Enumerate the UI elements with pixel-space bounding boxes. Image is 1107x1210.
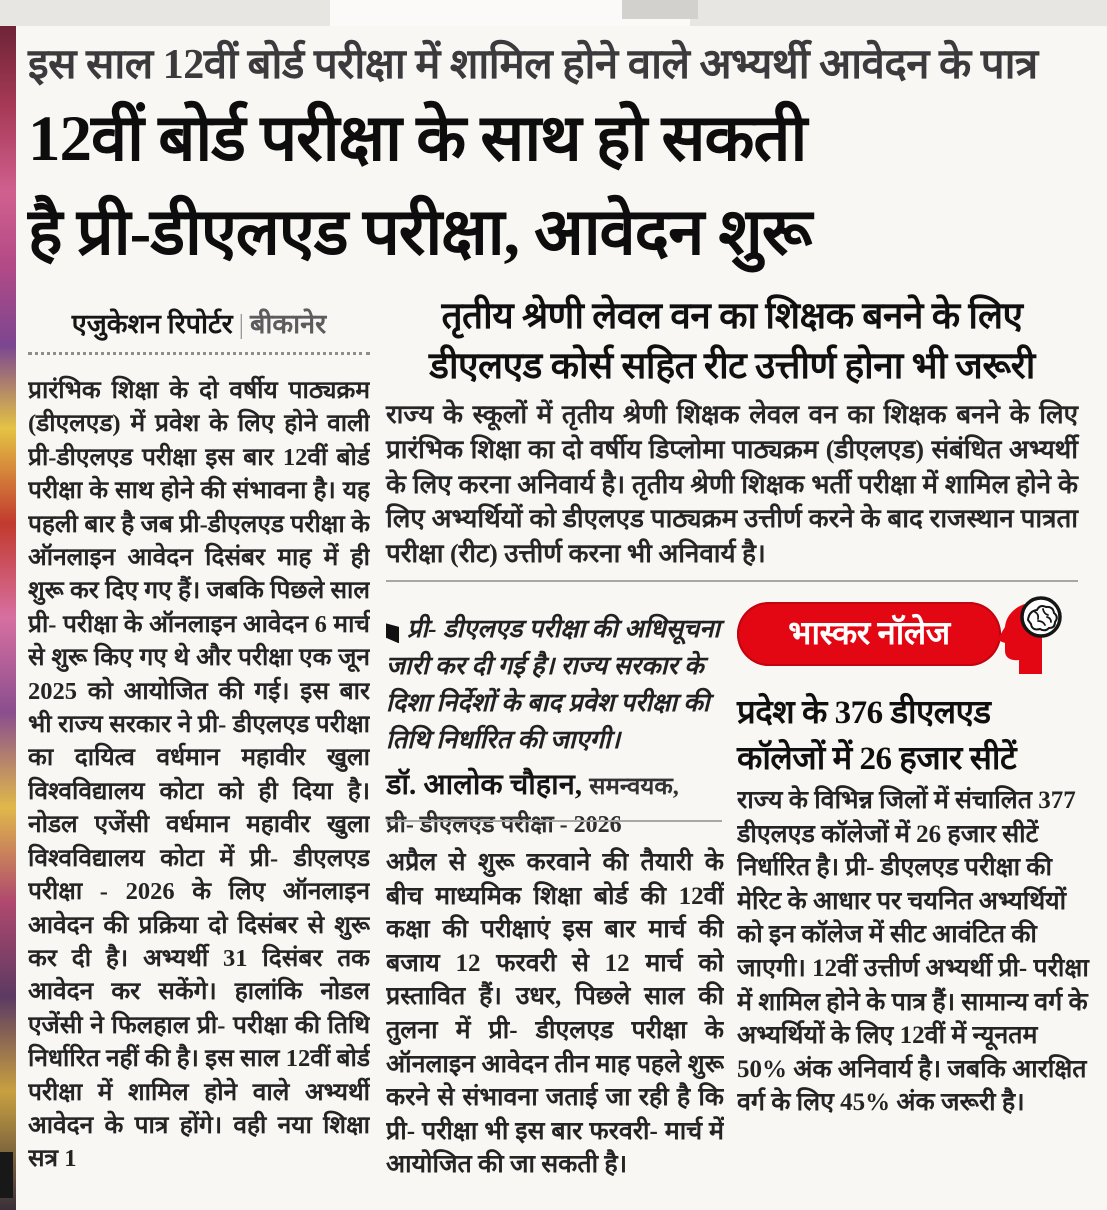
kicker-headline: इस साल 12वीं बोर्ड परीक्षा में शामिल होने वाले अभ्यर्थी आवेदन के पात्र — [28, 42, 1038, 88]
horizontal-rule-wide — [386, 580, 1078, 582]
knowledge-box-body: राज्य के विभिन्न जिलों में संचालित 377 डीएलएड कॉलेजों में 26 हजार सीटें निर्धारित है। प्री- डीएलएड परीक्षा की मेरिट के आधार पर चयनित अभ्यर्थियों को इन कॉलेज में सीट आवंटित की जाएगी। 12वीं उत्तीर्ण अभ्यर्थी प्री- परीक्षा में शामिल होने के पात्र हैं। सामान्य वर्ग के अभ्यर्थियों के लिए 12वीं में न्यूनतम 50% अंक अनिवार्य है। जबकि आरक्षित वर्ग के लिए 45% अंक जरूरी है। — [737, 787, 1089, 1117]
horizontal-rule-middle — [386, 820, 722, 822]
pull-quote-org: प्री- डीएलएड परीक्षा - 2026 — [386, 812, 622, 838]
knowledge-box-heading-line1: प्रदेश के 376 डीएलएड — [737, 695, 991, 731]
section-intro-paragraph: राज्य के स्कूलों में तृतीय श्रेणी शिक्षक लेवल वन का शिक्षक बनने के लिए प्रारंभिक शिक्षा का दो वर्षीय डिप्लोमा पाठ्यक्रम (डीएलएड) संबंधित अभ्यर्थी के लिए करना अनिवार्य है। तृतीय श्रेणी शिक्षक भर्ती परीक्षा में शामिल होने के लिए अभ्यर्थियों को डीएलएड पाठ्यक्रम उत्तीर्ण करने के बाद राजस्थान पात्रता परीक्षा (रीट) उत्तीर्ण करना भी अनिवार्य है। — [386, 400, 1078, 569]
section-subheadline — [386, 292, 1078, 392]
main-headline-line2: है प्री-डीएलएड परीक्षा, आवेदन शुरू — [28, 197, 812, 269]
knowledge-box-heading — [737, 690, 1089, 782]
main-headline-line1: 12वीं बोर्ड परीक्षा के साथ हो सकती — [28, 103, 807, 175]
pull-quote — [386, 610, 722, 840]
byline-separator: | — [238, 309, 245, 339]
section-subheadline-line1: तृतीय श्रेणी लेवल वन का शिक्षक बनने के लिए — [441, 296, 1023, 337]
bhaskar-knowledge-badge: भास्कर नॉलेज — [737, 602, 1001, 666]
main-headline — [28, 92, 1103, 280]
byline-location: बीकानेर — [250, 309, 327, 339]
left-black-fragment — [0, 1152, 13, 1198]
quote-mark-icon — [386, 623, 399, 643]
knowledge-box-heading-line2: कॉलेजों में 26 हजार सीटें — [737, 741, 1017, 777]
article-column-1: प्रारंभिक शिक्षा के दो वर्षीय पाठ्यक्रम (डीएलएड) में प्रवेश के लिए होने वाली प्री-डीएलएड परीक्षा इस बार 12वीं बोर्ड परीक्षा के साथ होने की संभावना है। यह पहली बार है जब प्री-डीएलएड परीक्षा के ऑनलाइन आवेदन दिसंबर माह में ही शुरू कर दिए गए हैं। जबकि पिछले साल प्री- परीक्षा के ऑनलाइन आवेदन 6 मार्च से शुरू किए गए थे और परीक्षा एक जून 2025 को आयोजित की गई। इस बार भी राज्य सरकार ने प्री- डीएलएड परीक्षा का दायित्व वर्धमान महावीर खुला विश्वविद्यालय कोटा को ही दिया है। नोडल एजेंसी वर्धमान महावीर खुला विश्वविद्यालय कोटा में प्री- डीएलएड परीक्षा - 2026 के लिए ऑनलाइन आवेदन की प्रक्रिया दो दिसंबर से शुरू कर दी है। अभ्यर्थी 31 दिसंबर तक आवेदन कर सकेंगे। हालांकि नोडल एजेंसी ने फिलहाल प्री- परीक्षा की तिथि निर्धारित नहीं की है। इस साल 12वीं बोर्ड परीक्षा में शामिल होने वाले अभ्यर्थी आवेदन के पात्र होंगे। वही नया शिक्षा सत्र 1 — [28, 377, 370, 1173]
pull-quote-text: प्री- डीएलएड परीक्षा की अधिसूचना जारी कर दी गई है। राज्य सरकार के दिशा निर्देशों के बाद प्रवेश परीक्षा की तिथि निर्धारित की जाएगी। — [386, 614, 721, 754]
pull-quote-attribution — [386, 764, 722, 803]
byline-dotted-rule — [28, 352, 370, 355]
article-column-2: अप्रैल से शुरू करवाने की तैयारी के बीच माध्यमिक शिक्षा बोर्ड की 12वीं कक्षा की परीक्षाएं इस बार मार्च की बजाय 12 फरवरी से 12 मार्च को प्रस्तावित हैं। उधर, पिछले साल की तुलना में प्री- डीएलएड परीक्षा के ऑनलाइन आवेदन तीन माह पहले शुरू करने से संभावना जताई जा रही है कि प्री- परीक्षा भी इस बार फरवरी- मार्च में आयोजित की जा सकती है। — [386, 849, 724, 1179]
byline — [28, 304, 370, 341]
byline-reporter: एजुकेशन रिपोर्टर — [71, 309, 233, 339]
section-subheadline-line2: डीएलएड कोर्स सहित रीट उत्तीर्ण होना भी जरूरी — [429, 346, 1035, 387]
pull-quote-role: समन्वयक, — [589, 774, 679, 800]
scan-top-strip-dark — [622, 0, 698, 19]
brain-head-icon — [988, 590, 1072, 676]
left-photo-edge — [0, 26, 16, 1210]
pull-quote-author: डॉ. आलोक चौहान, — [386, 769, 583, 801]
